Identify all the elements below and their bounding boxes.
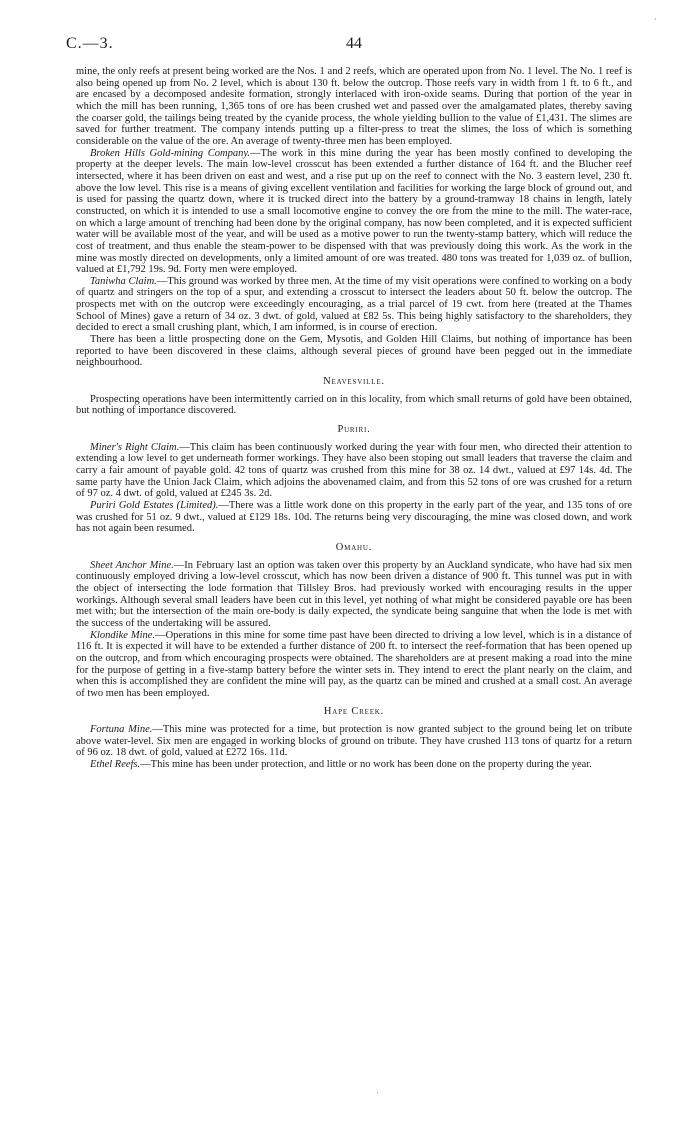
locality-heading: Puriri. — [337, 424, 371, 436]
page-number: 44 — [346, 35, 362, 52]
paragraph-text: mine, the only reefs at present being worked are the Nos. 1 and 2 reefs, which are operated upon from No. 1 level. The No. 1 reef is also being opened up from No. 2 level, which is about 130 ft. below the outcrop. Those reefs vary in width from 1 ft. to 6 ft., and are encased by a decomposed andesite formation, strongly interlaced with iron-oxide seams. During that portion of the year in which the mill has been running, 1,365 tons of ore has been crushed wet and passed over the amalgamated plates, thereby saving the coarser gold, the tailings being treated by the cyanide process, the whole yielding bullion to the value of £1,431. The slimes are saved for further treatment. The company intends putting up a filter-press to treat the slimes, the loss of which is something considerable on the value of the ore. An average of twenty-three men has been employed. — [76, 66, 632, 147]
section-title: Ethel Reefs. — [90, 759, 141, 771]
paragraph — [76, 724, 632, 759]
paragraph-text: —This mine was protected for a time, but protection is now granted subject to the ground being let on tribute above water-level. Six men are engaged in working blocks of ground on tribute. They have crushed 113 tons of quartz for a return of 96 oz. 18 dwt. of gold, valued at £272 16s. 11d. — [76, 724, 633, 759]
section-title: Miner's Right Claim. — [90, 441, 180, 453]
section-title: Sheet Anchor Mine. — [90, 559, 174, 571]
paragraph — [76, 66, 632, 148]
paragraph — [76, 630, 632, 700]
scan-speck: · — [376, 1088, 379, 1098]
locality-heading: Neavesville. — [323, 376, 385, 388]
paragraph — [76, 759, 632, 771]
paragraph — [76, 148, 632, 276]
paragraph — [76, 560, 632, 630]
paragraph — [76, 334, 632, 369]
paragraph — [76, 394, 632, 417]
paragraph-text: There has been a little prospecting done on the Gem, Mysotis, and Golden Hill Claims, but nothing of importance has been reported to have been discovered in these claims, although several pieces of ground have been pegged out in the immediate neighbourhood. — [76, 334, 632, 369]
paragraph-text: —There was a little work done on this property in the early part of the year, and 135 tons of ore was crushed for 51 oz. 9 dwt., valued at £129 18s. 10d. The returns being very discouraging, the mine was closed down, and work has not again been resumed. — [76, 499, 632, 535]
section-title: Taniwha Claim. — [90, 275, 157, 287]
paragraph — [76, 442, 632, 500]
paragraph — [76, 276, 632, 334]
paragraph-text: Prospecting operations have been intermittently carried on in this locality, from which small returns of gold have been obtained, but nothing of importance discovered. — [76, 393, 632, 417]
locality-heading: Hape Creek. — [323, 706, 385, 718]
paragraph — [76, 500, 632, 535]
paragraph-text: —This mine has been under protection, and little or no work has been done on the property during the year. — [140, 759, 592, 771]
paragraph-text: —This claim has been continuously worked during the year with four men, who directed their attention to extending a low level to get underneath former workings. They have also been stoping out small leaders that traverse the claim and carry a fair amount of payable gold. 42 tons of quartz was crushed from this mine for 38 oz. 14 dwt., valued at £97 14s. 4d. The same party have the Union Jack Claim, which adjoins the abovenamed claim, and from this 52 tons of ore was crushed for a return of 97 oz. 4 dwt. of gold, valued at £245 3s. 2d. — [76, 441, 632, 500]
document-body — [76, 66, 632, 771]
report-reference: C.—3. — [66, 35, 114, 52]
paragraph-text: —Operations in this mine for some time past have been directed to driving a low level, which is in a distance of 116 ft. It is expected it will have to be extended a further distance of 200 ft. to intersect the reef-formation that has been opened up on the outcrop, and from which encouraging prospects were obtained. The shareholders are at present making a road into the mine for the purpose of getting in a five-stamp battery before the winter sets in. They intend to erect the plant nearly on the claim, and when this is accomplished they are confident the mine will pay, as the quartz can be mined and crushed at a small cost. An average of two men has been employed. — [76, 629, 632, 699]
paragraph-text: —The work in this mine during the year has been mostly confined to developing the property at the deeper levels. The main low-level crosscut has been extended a further distance of 164 ft. and the Blucher reef intersected, where it has been driven on east and west, and a rise put up on the reef to connect with the No. 3 eastern level, 230 ft. above the low level. This rise is a means of giving excellent ventilation and facilities for working the large block of ground out, and is used for passing the quartz down, where it is trucked direct into the battery by a ground-tramway 18 chains in length, lately constructed, on which it is intended to use a small locomotive engine to convey the ore from the mine to the mill. The water-race, on which a large amount of trenching had been done by the original company, has now been completed, and it is expected sufficient water will be available most of the year, and will be used as a motive power to run the twenty-stamp battery, which will reduce the cost of treatment, and thus enable the steam-power to be dispensed with that was previously doing this work. As the work in the mine was mostly directed on developments, only a limited amount of ore was treated. 480 tons was treated for 1,039 oz. of bullion, valued at £1,792 19s. 9d. Forty men were employed. — [76, 147, 632, 276]
section-title: Fortuna Mine. — [90, 724, 153, 736]
paragraph-text: —This ground was worked by three men. At the time of my visit operations were confined to working on a body of quartz and stringers on the top of a spur, and extending a crosscut to intersect the leaders about 50 ft. below the outcrop. The prospects met with on the outcrop were exceedingly encouraging, as a trial parcel of 19 cwt. from here (treated at the Thames School of Mines) gave a return of 34 oz. 3 dwt. of gold, valued at £82 5s. This being highly satisfactory to the shareholders, they decided to erect a small crushing plant, which, I am informed, is in course of erection. — [76, 275, 632, 334]
section-title: Puriri Gold Estates (Limited). — [90, 499, 219, 511]
scan-speck: · — [654, 14, 657, 24]
section-title: Broken Hills Gold-mining Company. — [90, 147, 251, 159]
locality-heading: Omahu. — [335, 541, 373, 553]
paragraph-text: —In February last an option was taken over this property by an Auckland syndicate, who have had six men continuously employed driving a low-level crosscut, which has now been driven a distance of 900 ft. This tunnel was put in with the object of intersecting the lode formation that Tillsley Bros. had previously worked with encouraging results in the upper workings. Although several small leaders have been cut in this level, yet nothing of what might be considered payable ore has been met with; but the intersection of the main ore-body is daily expected, the syndicate being sanguine that when the lode is met with the success of the undertaking will be assured. — [76, 559, 632, 629]
section-title: Klondike Mine. — [90, 629, 156, 641]
